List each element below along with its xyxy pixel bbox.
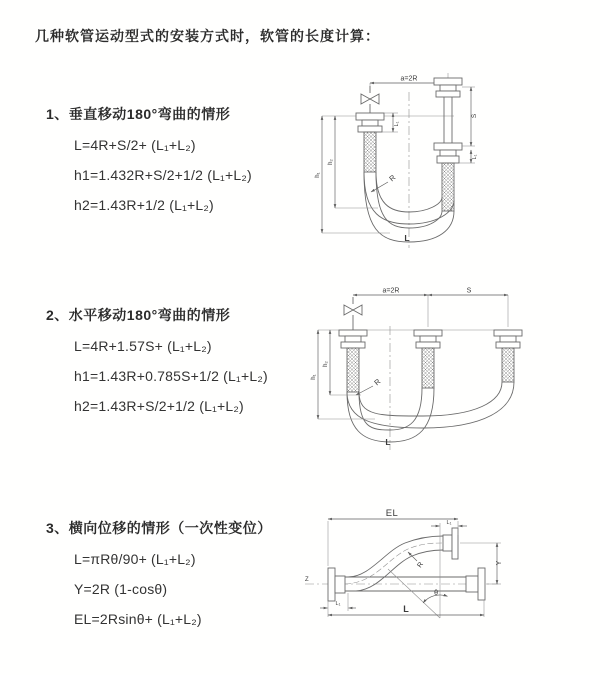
- valve-icon: [361, 86, 379, 113]
- dim-label-h1: h₁: [315, 172, 321, 178]
- section-vertical-movement: [46, 104, 326, 227]
- dim-label-el: EL: [385, 508, 399, 519]
- formula-L: L=πRθ/90+ (L₁+L₂): [74, 551, 196, 567]
- dimension-l1-left: [320, 593, 356, 611]
- dim-label-r: R: [416, 561, 426, 570]
- dimension-l: [328, 600, 484, 617]
- section-lateral-displacement: [46, 518, 326, 641]
- middle-pipe-fitting: [414, 330, 442, 388]
- hose-curves: [347, 382, 514, 442]
- formula-L: L=4R+S/2+ (L₁+L₂): [74, 137, 196, 153]
- dimension-l1-right: [459, 150, 478, 163]
- right-flange: [466, 568, 485, 600]
- dim-label-l1: L₁: [335, 601, 341, 607]
- radius-callout: [371, 173, 398, 192]
- dimension-s: [462, 87, 478, 146]
- section-1-heading: 1、垂直移动180°弯曲的情形: [46, 106, 231, 122]
- dim-label-s: S: [471, 113, 478, 119]
- formula-EL: EL=2Rsinθ+ (L₁+L₂): [74, 611, 202, 627]
- formula-L: L=4R+1.57S+ (L₁+L₂): [74, 338, 212, 354]
- formula-h1: h1=1.432R+S/2+1/2 (L₁+L₂): [74, 167, 252, 183]
- dim-label-l: L: [385, 437, 391, 447]
- section-3-heading: 3、横向位移的情形（一次性变位）: [46, 520, 272, 536]
- radius-callout: [356, 377, 383, 395]
- dim-label-a2r: a=2R: [382, 287, 400, 295]
- section-horizontal-movement: [46, 305, 326, 428]
- dim-label-r: R: [387, 172, 398, 184]
- formula-Y: Y=2R (1-cosθ): [74, 581, 168, 597]
- dimension-a2r: [353, 288, 508, 328]
- dimension-s: [428, 288, 508, 296]
- angle-construction: [388, 523, 448, 618]
- dim-label-l: L: [403, 604, 409, 614]
- dim-label-h1: h₁: [311, 374, 317, 380]
- angle-label-theta: θ: [434, 590, 438, 597]
- dim-label-a2r: a=2R: [400, 75, 418, 83]
- dim-label-h2: h₂: [328, 159, 334, 165]
- formula-h1: h1=1.43R+0.785S+1/2 (L₁+L₂): [74, 368, 268, 384]
- dim-label-h2: h₂: [323, 361, 329, 367]
- diagram-horizontal-movement: [303, 282, 540, 457]
- dim-label-r: R: [372, 376, 383, 388]
- formula-h2: h2=1.43R+1/2 (L₁+L₂): [74, 197, 214, 213]
- dim-label-l1: L₁: [394, 121, 400, 127]
- dim-label-s: S: [466, 287, 472, 295]
- dim-label-y: Y: [496, 560, 503, 566]
- diagram-vertical-movement: [308, 70, 523, 255]
- left-flange: [328, 568, 345, 601]
- left-pipe-fitting: [356, 113, 384, 172]
- dimension-l1-top: [431, 520, 467, 526]
- valve-icon: [344, 297, 362, 330]
- section-2-heading: 2、水平移动180°弯曲的情形: [46, 307, 231, 323]
- left-pipe-fitting: [339, 330, 367, 392]
- formula-h2: h2=1.43R+S/2+1/2 (L₁+L₂): [74, 398, 244, 414]
- dim-label-l1: L₁: [446, 520, 452, 526]
- datum-label-z: Z: [305, 577, 309, 583]
- dimension-el: [328, 508, 458, 566]
- right-pipe-fitting: [434, 78, 462, 211]
- dim-label-l1: L₁: [472, 154, 478, 160]
- page-title: 几种软管运动型式的安装方式时，软管的长度计算：: [35, 28, 380, 44]
- right-pipe-fitting: [494, 330, 522, 382]
- diagram-lateral-displacement: [300, 505, 600, 650]
- dim-label-l: L: [404, 233, 410, 243]
